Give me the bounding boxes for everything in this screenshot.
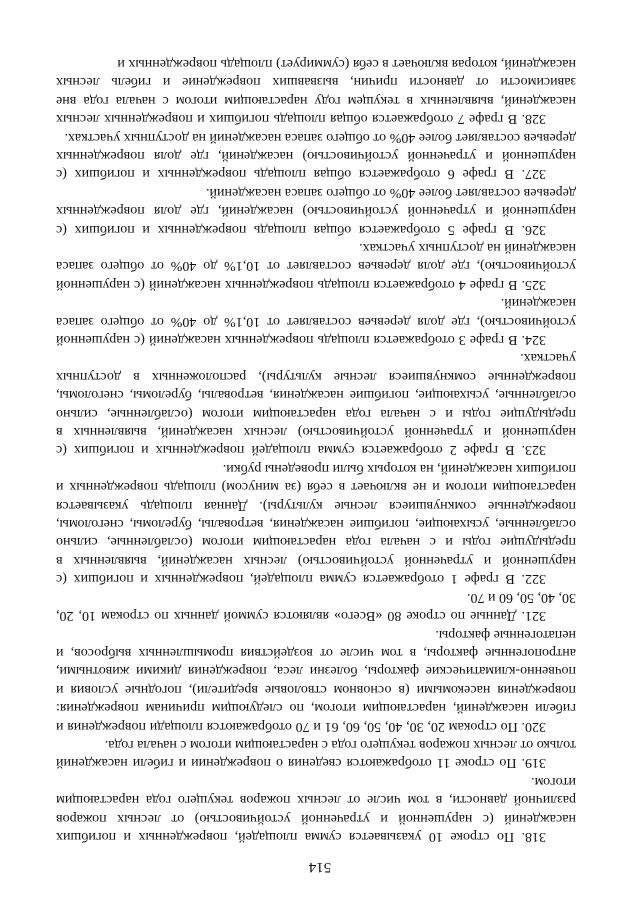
paragraph-322: 322. В графе 1 отображается сумма площадей, поврежденных и погибших (с нарушенной и утраченной устойчивостью) лесных насаждений, выявленных в предыдущие годы и с начала года нарастающим итогом (ослабленные, сильно ослабленные, усыхающие, погибшие насаждения, ветровалы, буреломы, снеголомы, поврежденные сомкнувшиеся лесные культуры). Данная площадь указывается нарастающим итогом и не включает в себя (за минусом) площадь поврежденных и погибших насаждений, на которых были проведены рубки. xyxy=(56,460,576,587)
paragraph-318: 318. По строке 10 указывается сумма площадей, поврежденных и погибших насаждений (с нарушенной и утраченной устойчивостью) от лесных пожаров различной давности, в том числе от лесных пожаров текущего года нарастающим итогом. xyxy=(56,773,576,844)
paragraph-320: 320. По строкам 20, 30, 40, 50, 60, 61 и 70 отображаются площади повреждения и гибели насаждений, нарастающим итогом, по следующим причинам повреждения: повреждения насекомыми (в основном стволовые вредители), погодные условия и почвенно-климатические факторы, болезни леса, повреждения дикими животными, антропогенные факторы, в том числе от воздействия промышленных выбросов, и непатогенные факторы. xyxy=(56,626,576,734)
paragraph-319: 319. По строке 11 отображаются сведения о повреждении и гибели насаждений только от лесных пожаров текущего года с нарастающим итогом с начала года. xyxy=(56,736,576,771)
paragraph-323: 323. В графе 2 отображается сумма площадей поврежденных и погибших (с нарушенной и утраченной устойчивостью) лесных насаждений, выявленных в предыдущие годы и с начала года нарастающим итогом (ослабленные, сильно ослабленные, усыхающие, погибшие насаждения, ветровалы, буреломы, снеголомы, поврежденные сомкнувшиеся лесные культуры), расположенных в доступных участках. xyxy=(56,350,576,458)
text-body xyxy=(56,54,576,845)
paragraph-324: 324. В графе 3 отображается площадь поврежденных насаждений (с нарушенной устойчивостью), где доля деревьев составляет от 10,1% до 40% от общего запаса насаждений. xyxy=(56,295,576,348)
paragraph-326: 326. В графе 5 отображается общая площадь поврежденных и погибших (с нарушенной и утраченной устойчивостью) насаждений, где доля поврежденных деревьев составляет более 40% от общего запаса насаждений. xyxy=(56,184,576,237)
paragraph-327: 327. В графе 6 отображается общая площадь поврежденных и погибших (с нарушенной и утраченной устойчивостью) насаждений, где доля поврежденных деревьев составляет более 40% от общего запаса насаждений на доступных участках. xyxy=(56,129,576,182)
page-number: 514 xyxy=(308,859,332,875)
paragraph-325: 325. В графе 4 отображается площадь поврежденных насаждений (с нарушенной устойчивостью), где доля деревьев составляет от 10,1% до 40% от общего запаса насаждений на доступных участках. xyxy=(56,240,576,292)
paragraph-328: 328. В графе 7 отображается общая площадь погибших и поврежденных лесных насаждений, выявленных в текущем году нарастающим итогом с начала года вне зависимости от давности причин, вызвавших повреждение и гибель лесных насаждений, которая включает в себя (суммирует) площадь поврежденных и xyxy=(56,55,576,127)
paragraph-321: 321. Данные по строке 80 «Всего» являются суммой данных по строкам 10, 20, 30, 40, 50, 60 и 70. xyxy=(56,589,576,624)
